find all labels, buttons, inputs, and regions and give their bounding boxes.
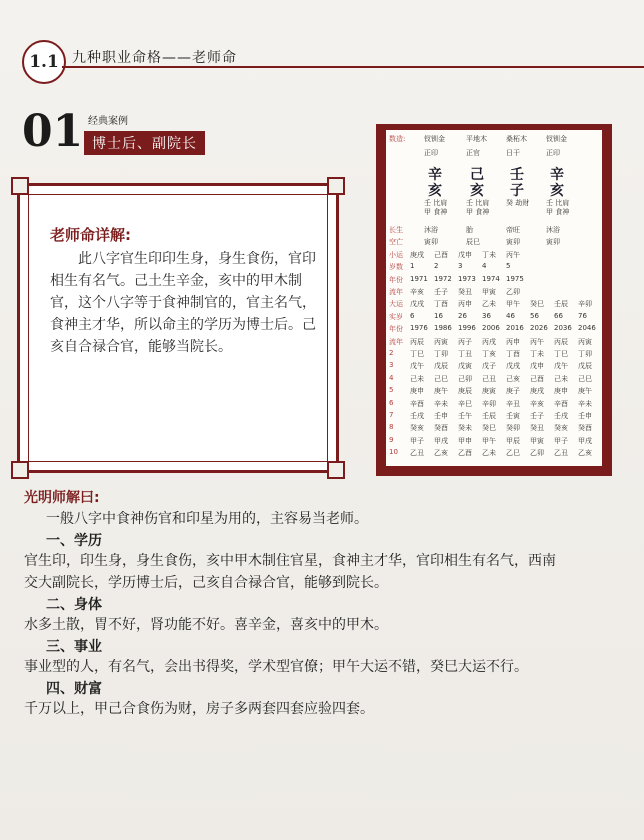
chart-cell: 癸丑 (458, 288, 472, 296)
chart-cell: 辛 (550, 167, 564, 183)
chart-cell: 庚戌 (410, 250, 424, 259)
chart-cell: 胎 (466, 226, 473, 234)
row-label: 4 (389, 373, 394, 382)
chart-cell: 己酉 (434, 250, 448, 259)
canggan-row (386, 207, 602, 221)
chart-cell: 辛酉 (554, 399, 568, 408)
chart-cell: 戊辰 (578, 362, 592, 371)
chart-cell: 甲午 (482, 436, 496, 445)
section-heading: 四、财富 (46, 681, 102, 697)
row-label: 流年 (389, 337, 403, 346)
chart-cell: 辛 (428, 167, 442, 183)
chart-cell: 2026 (530, 324, 548, 333)
chart-cell: 辛丑 (506, 399, 520, 408)
row-label: 5 (389, 386, 394, 395)
corner-ornament (11, 461, 29, 479)
chart-cell: 戊午 (410, 362, 424, 371)
row-label: 10 (389, 448, 398, 457)
chart-cell: 甲子 (554, 436, 568, 445)
chart-cell: 2006 (482, 324, 500, 333)
chart-cell: 16 (434, 311, 443, 320)
chart-cell: 戊戌 (410, 300, 424, 309)
corner-ornament (11, 177, 29, 195)
bazi-chart-panel (376, 124, 612, 476)
chart-cell: 丙寅 (578, 337, 592, 346)
chart-cell: 丁未 (482, 250, 496, 259)
chart-cell: 己卯 (458, 374, 472, 383)
chart-cell: 丙辰 (554, 337, 568, 346)
row-label: 9 (389, 435, 394, 444)
row-label: 数造: (389, 135, 406, 143)
section-heading: 二、身体 (46, 597, 102, 613)
corner-ornament (327, 461, 345, 479)
chart-cell: 癸 劫财 (506, 199, 530, 207)
chart-cell: 壬戌 (554, 412, 568, 420)
case-subtitle: 经典案例 (88, 116, 128, 127)
chart-cell: 丁酉 (434, 300, 448, 309)
chart-cell: 壬子 (434, 288, 448, 296)
chart-cell: 乙亥 (578, 449, 592, 458)
chart-cell: 乙卯 (530, 449, 544, 458)
row-label: 空亡 (389, 238, 403, 247)
row-label: 年份 (389, 275, 403, 284)
chart-cell: 正官 (466, 149, 480, 157)
section-text: 官生印，印生身，身生食伤，亥中甲木制住官星，食神主才华，官印相生有名气，西南 (24, 553, 556, 569)
chart-cell: 辛巳 (458, 399, 472, 408)
chart-cell: 乙未 (482, 449, 496, 458)
chart-cell: 丁未 (530, 350, 544, 358)
chart-cell: 辛未 (578, 399, 592, 408)
chart-cell: 6 (410, 311, 415, 320)
chart-cell: 帝旺 (506, 226, 520, 234)
chart-cell: 1972 (434, 274, 452, 283)
chart-cell: 壬午 (458, 412, 472, 420)
chart-cell: 辰巳 (466, 238, 480, 247)
chart-cell: 壬申 (434, 412, 448, 420)
chart-cell: 庚申 (410, 387, 424, 396)
chart-cell: 1976 (410, 324, 428, 333)
chart-cell: 亥 (550, 183, 564, 199)
chart-cell: 庚辰 (458, 387, 472, 396)
chart-row (386, 448, 602, 462)
chart-cell: 甲子 (410, 436, 424, 445)
chart-cell: 甲 食神 (466, 208, 490, 216)
detail-box-body: 此八字官生印印生身，身生食伤，官印相生有名气。己土生辛金，亥中的甲木制官，这个八字等于食神制官的，官主名气，食神主才华，所以命主的学历为博士后。己亥自合禄合官，能够当院长。 (50, 251, 316, 355)
chart-cell: 戊午 (554, 362, 568, 371)
chart-cell: 丙申 (458, 300, 472, 309)
chart-cell: 2036 (554, 324, 572, 333)
chart-cell: 56 (530, 311, 539, 320)
chart-cell: 壬辰 (554, 300, 568, 309)
chart-cell: 丁巳 (554, 350, 568, 358)
chart-cell: 癸丑 (530, 424, 544, 433)
chart-cell: 乙卯 (506, 288, 520, 296)
chart-cell: 乙丑 (410, 449, 424, 458)
chart-cell: 丙午 (506, 250, 520, 259)
chart-cell: 4 (482, 262, 487, 271)
chart-cell: 丙子 (458, 337, 472, 346)
chart-cell: 戊戌 (506, 362, 520, 371)
chart-cell: 己亥 (506, 374, 520, 383)
chart-cell: 寅卯 (506, 238, 520, 247)
chart-cell: 庚午 (578, 387, 592, 396)
chart-cell: 戊寅 (458, 362, 472, 371)
chart-cell: 钗钏金 (546, 135, 567, 143)
chart-cell: 辛亥 (530, 399, 544, 408)
chart-cell: 甲寅 (482, 288, 496, 296)
chart-cell: 1996 (458, 324, 476, 333)
row-label: 岁数 (389, 263, 403, 272)
row-label: 年份 (389, 325, 403, 334)
chart-cell: 乙未 (482, 300, 496, 309)
row-label: 8 (389, 423, 394, 432)
chart-cell: 己丑 (482, 374, 496, 383)
section-text: 事业型的人，有名气，会出书得奖，学术型官僚；甲午大运不错，癸巳大运不行。 (24, 659, 528, 675)
row-label: 小运 (389, 250, 403, 259)
chart-cell: 乙巳 (506, 449, 520, 458)
detail-box-title: 老师命详解: (50, 226, 131, 244)
chart-cell: 桑柘木 (506, 135, 527, 143)
chart-cell: 壬戌 (410, 412, 424, 420)
chart-cell: 癸酉 (578, 424, 592, 433)
section-text: 水多土散，胃不好，肾功能不好。喜辛金，喜亥中的甲木。 (24, 617, 388, 633)
analysis-title: 光明师解曰: (24, 490, 100, 506)
chart-cell: 甲戌 (578, 436, 592, 445)
chart-cell: 戊辰 (434, 362, 448, 371)
chart-cell: 亥 (428, 183, 442, 199)
chart-cell: 2046 (578, 324, 596, 333)
chart-cell: 壬 (510, 167, 524, 183)
section-number: 1.1 (29, 52, 59, 72)
row-label: 6 (389, 398, 394, 407)
row-label: 2 (389, 349, 394, 357)
chart-cell: 丁丑 (458, 350, 472, 358)
row-label: 长生 (389, 226, 403, 234)
chart-cell: 1973 (458, 274, 476, 283)
chart-cell: 正印 (546, 149, 560, 157)
chart-cell: 癸亥 (410, 424, 424, 433)
chart-cell: 46 (506, 311, 515, 320)
chart-cell: 丁卯 (434, 350, 448, 358)
chart-cell: 5 (506, 262, 511, 271)
row-label: 7 (389, 411, 394, 419)
chart-cell: 丁酉 (506, 350, 520, 358)
chart-cell: 戊申 (530, 362, 544, 371)
chart-cell: 庚申 (554, 387, 568, 396)
chart-cell: 庚子 (506, 387, 520, 396)
chart-cell: 丁巳 (410, 350, 424, 358)
bazi-chart (386, 130, 602, 466)
chart-cell: 66 (554, 311, 563, 320)
chart-cell: 癸巳 (482, 424, 496, 433)
chart-cell: 甲辰 (506, 436, 520, 445)
chart-cell: 甲 食神 (546, 208, 570, 216)
chart-cell: 亥 (470, 183, 484, 199)
chart-cell: 丙戌 (482, 337, 496, 346)
shishen-row (386, 148, 602, 162)
chart-cell: 壬 比肩 (424, 199, 448, 207)
nayin-row (386, 134, 602, 148)
chart-cell: 寅卯 (546, 238, 560, 247)
chart-cell: 正印 (424, 149, 438, 157)
chart-cell: 庚午 (434, 387, 448, 396)
header-rule (62, 66, 644, 68)
chart-cell: 癸亥 (554, 424, 568, 433)
row-label: 大运 (389, 300, 403, 309)
chart-cell: 1975 (506, 274, 524, 283)
chart-cell: 沐浴 (546, 226, 560, 234)
chart-cell: 己未 (554, 374, 568, 383)
tiangan-row (386, 164, 602, 183)
chart-cell: 丙辰 (410, 337, 424, 346)
chart-cell: 2 (434, 262, 439, 271)
chart-cell: 1 (410, 262, 415, 271)
chart-cell: 乙酉 (458, 449, 472, 458)
chart-cell: 1974 (482, 274, 500, 283)
case-number: 01 (22, 106, 84, 157)
chart-cell: 癸酉 (434, 424, 448, 433)
chapter-title: 九种职业命格——老师命 (72, 50, 237, 66)
row-label: 实岁 (389, 312, 403, 321)
row-label: 流年 (389, 288, 403, 296)
chart-cell: 己巳 (434, 374, 448, 383)
section-heading: 三、事业 (46, 639, 102, 655)
chart-cell: 甲寅 (530, 436, 544, 445)
chart-cell: 丁卯 (578, 350, 592, 358)
chart-cell: 庚寅 (482, 387, 496, 396)
chart-cell: 壬申 (578, 412, 592, 420)
chart-cell: 甲申 (458, 436, 472, 445)
chart-cell: 癸未 (458, 424, 472, 433)
section-text: 交大副院长，学历博士后，己亥自合禄合官，能够到院长。 (24, 575, 388, 591)
section-text: 千万以上，甲己合食伤为财，房子多两套四套应验四套。 (24, 701, 374, 717)
chart-cell: 甲 食神 (424, 208, 448, 216)
chart-cell: 1971 (410, 274, 428, 283)
chart-cell: 76 (578, 311, 587, 320)
chart-cell: 丙寅 (434, 337, 448, 346)
detail-box (17, 183, 339, 473)
chart-cell: 辛卯 (482, 399, 496, 408)
chart-cell: 辛卯 (578, 300, 592, 309)
chart-cell: 辛亥 (410, 288, 424, 296)
chart-cell: 丙午 (530, 337, 544, 346)
corner-ornament (327, 177, 345, 195)
chart-cell: 日干 (506, 149, 520, 157)
chart-cell: 乙丑 (554, 449, 568, 458)
chart-cell: 26 (458, 311, 467, 320)
chart-cell: 甲戌 (434, 436, 448, 445)
dizhi-row (386, 180, 602, 199)
chart-cell: 己酉 (530, 374, 544, 383)
chart-cell: 乙亥 (434, 449, 448, 458)
section-heading: 一、学历 (46, 533, 102, 549)
chart-cell: 壬 比肩 (546, 199, 570, 207)
chart-cell: 庚戌 (530, 387, 544, 396)
chart-cell: 壬寅 (506, 412, 520, 420)
chart-cell: 戊申 (458, 250, 472, 259)
chart-cell: 己未 (410, 374, 424, 383)
case-tag: 博士后、副院长 (84, 131, 205, 155)
chart-cell: 钗钏金 (424, 135, 445, 143)
row-label: 3 (389, 361, 394, 370)
chart-cell: 壬 比肩 (466, 199, 490, 207)
chart-cell: 癸巳 (530, 300, 544, 309)
chart-cell: 癸卯 (506, 424, 520, 433)
chart-cell: 戊子 (482, 362, 496, 371)
chart-cell: 壬子 (530, 412, 544, 420)
chart-cell: 辛未 (434, 399, 448, 408)
chart-cell: 甲午 (506, 300, 520, 309)
chart-cell: 丙申 (506, 337, 520, 346)
chart-cell: 己 (470, 167, 484, 183)
chart-cell: 36 (482, 311, 491, 320)
chart-cell: 3 (458, 262, 463, 271)
section-number-badge (22, 40, 66, 84)
chart-cell: 辛酉 (410, 399, 424, 408)
chart-cell: 壬辰 (482, 412, 496, 420)
chart-cell: 平地木 (466, 135, 487, 143)
chart-cell: 丁亥 (482, 350, 496, 358)
chart-cell: 1986 (434, 324, 452, 333)
chart-cell: 沐浴 (424, 226, 438, 234)
chart-cell: 2016 (506, 324, 524, 333)
analysis-intro: 一般八字中食神伤官和印星为用的，主容易当老师。 (46, 511, 368, 527)
chart-cell: 己巳 (578, 374, 592, 383)
chart-cell: 寅卯 (424, 238, 438, 247)
chart-cell: 子 (510, 183, 524, 199)
